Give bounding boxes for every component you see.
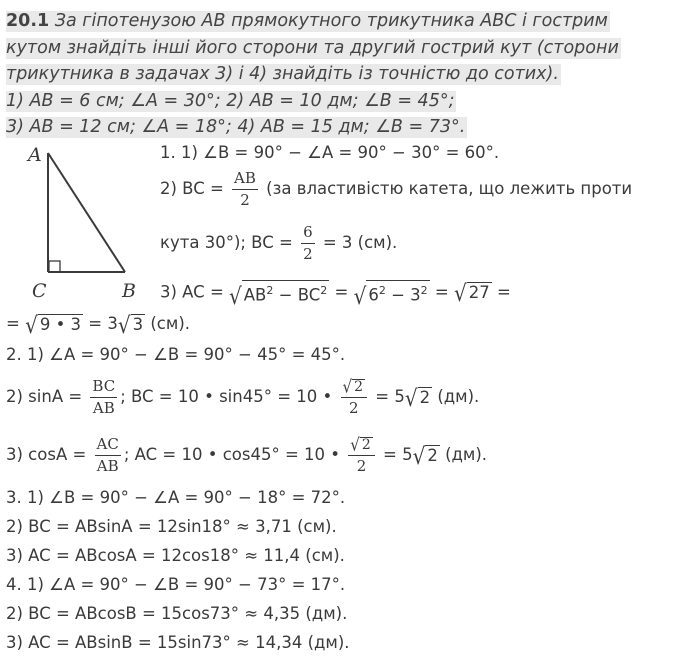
root-2-b: √ 2 xyxy=(412,442,438,470)
solution-1-step-2: 2) BC = $\frac{AB}{2}$ (за властивістю катета, що лежить проти xyxy=(160,169,633,209)
root-6sq-3sq: √ $6^2 - 3^2$ xyxy=(353,281,428,310)
root-ab2-bc2: √ $AB^2 - BC^2$ xyxy=(229,281,328,310)
problem-line-1: За гіпотенузою АВ прямокутного трикутника АВС і гострим xyxy=(49,11,608,31)
root-27: √ 27 xyxy=(453,279,490,308)
solution-2-step-1: 2. 1) ∠A = 90° − ∠B = 90° − 45° = 45°. xyxy=(6,345,346,364)
fraction-root2-over-2: √ 2 2 xyxy=(341,378,367,417)
solution-1-step-3-cont: = √ 9 • 3 = 3 √ 3 (см). xyxy=(6,311,191,339)
fraction-root2-over-2-b: √ 2 2 xyxy=(348,436,374,475)
problem-line-3: трикутника в задачах 3) і 4) знайдіть із точністю до сотих). xyxy=(6,64,559,84)
solution-1-step-1: 1. 1) ∠B = 90° − ∠A = 90° − 30° = 60°. xyxy=(160,143,500,162)
problem-line-2: кутом знайдіть інші його сторони та другий гострий кут (сторони xyxy=(6,37,619,58)
vertex-label-b: B xyxy=(122,280,136,300)
problem-line-4: 1) АВ = 6 см; ∠A = 30°; 2) АВ = 10 дм; ∠B = 45°; xyxy=(6,90,455,111)
solution-3-step-1: 3. 1) ∠B = 90° − ∠A = 90° − 18° = 72°. xyxy=(6,488,346,507)
fraction-ab-over-2: $\frac{AB}{2}$ xyxy=(234,169,256,209)
vertex-label-a: A xyxy=(28,144,42,166)
solution-4-step-2: 2) BC = ABcosB = 15cos73° ≈ 4,35 (дм). xyxy=(6,604,348,623)
solution-4-step-3: 3) AC = ABsinB = 15sin73° ≈ 14,34 (дм). xyxy=(6,633,350,652)
problem-statement xyxy=(6,8,690,141)
hypotenuse-ab xyxy=(48,153,125,272)
problem-number: 20.1 xyxy=(6,11,50,31)
solution-3-step-2: 2) BC = ABsinA = 12sin18° ≈ 3,71 (см). xyxy=(6,517,337,536)
right-triangle-figure xyxy=(22,140,152,300)
solution-1-step-3: 3) AC = √ $AB^2 - BC^2$ = √ $6^2 - 3^2$ = √ 27 = xyxy=(160,279,511,310)
solution-2-step-3: 3) cosA = $\frac{AC}{AB}$ ; AC = 10 • cos45° = 10 • √ 2 2 = 5 √ 2 (дм). xyxy=(6,434,488,475)
fraction-ac-over-ab: $\frac{AC}{AB}$ xyxy=(96,435,119,475)
fraction-bc-over-ab: $\frac{BC}{AB}$ xyxy=(92,377,116,417)
root-2: √ 2 xyxy=(404,384,431,412)
solution-1-step-2-cont: кута 30°); BC = $\frac{6}{2}$ = 3 (см). xyxy=(160,223,398,263)
fraction-6-over-2: $\frac{6}{2}$ xyxy=(303,223,313,263)
problem-line-5: 3) АВ = 12 см; ∠A = 18°; 4) АВ = 15 дм; ∠B = 73°. xyxy=(6,117,466,137)
solution-2-step-2: 2) sinA = $\frac{BC}{AB}$ ; BC = 10 • sin45° = 10 • √ 2 2 = 5 √ 2 (дм). xyxy=(6,376,480,417)
right-angle-mark xyxy=(49,261,60,272)
root-3: √ 3 xyxy=(117,311,144,339)
solution-3-step-3: 3) AC = ABcosA = 12cos18° ≈ 11,4 (см). xyxy=(6,546,345,565)
vertex-label-c: C xyxy=(32,280,47,300)
solution-4-step-1: 4. 1) ∠A = 90° − ∠B = 90° − 73° = 17°. xyxy=(6,575,346,594)
root-9x3: √ 9 • 3 xyxy=(25,311,82,339)
